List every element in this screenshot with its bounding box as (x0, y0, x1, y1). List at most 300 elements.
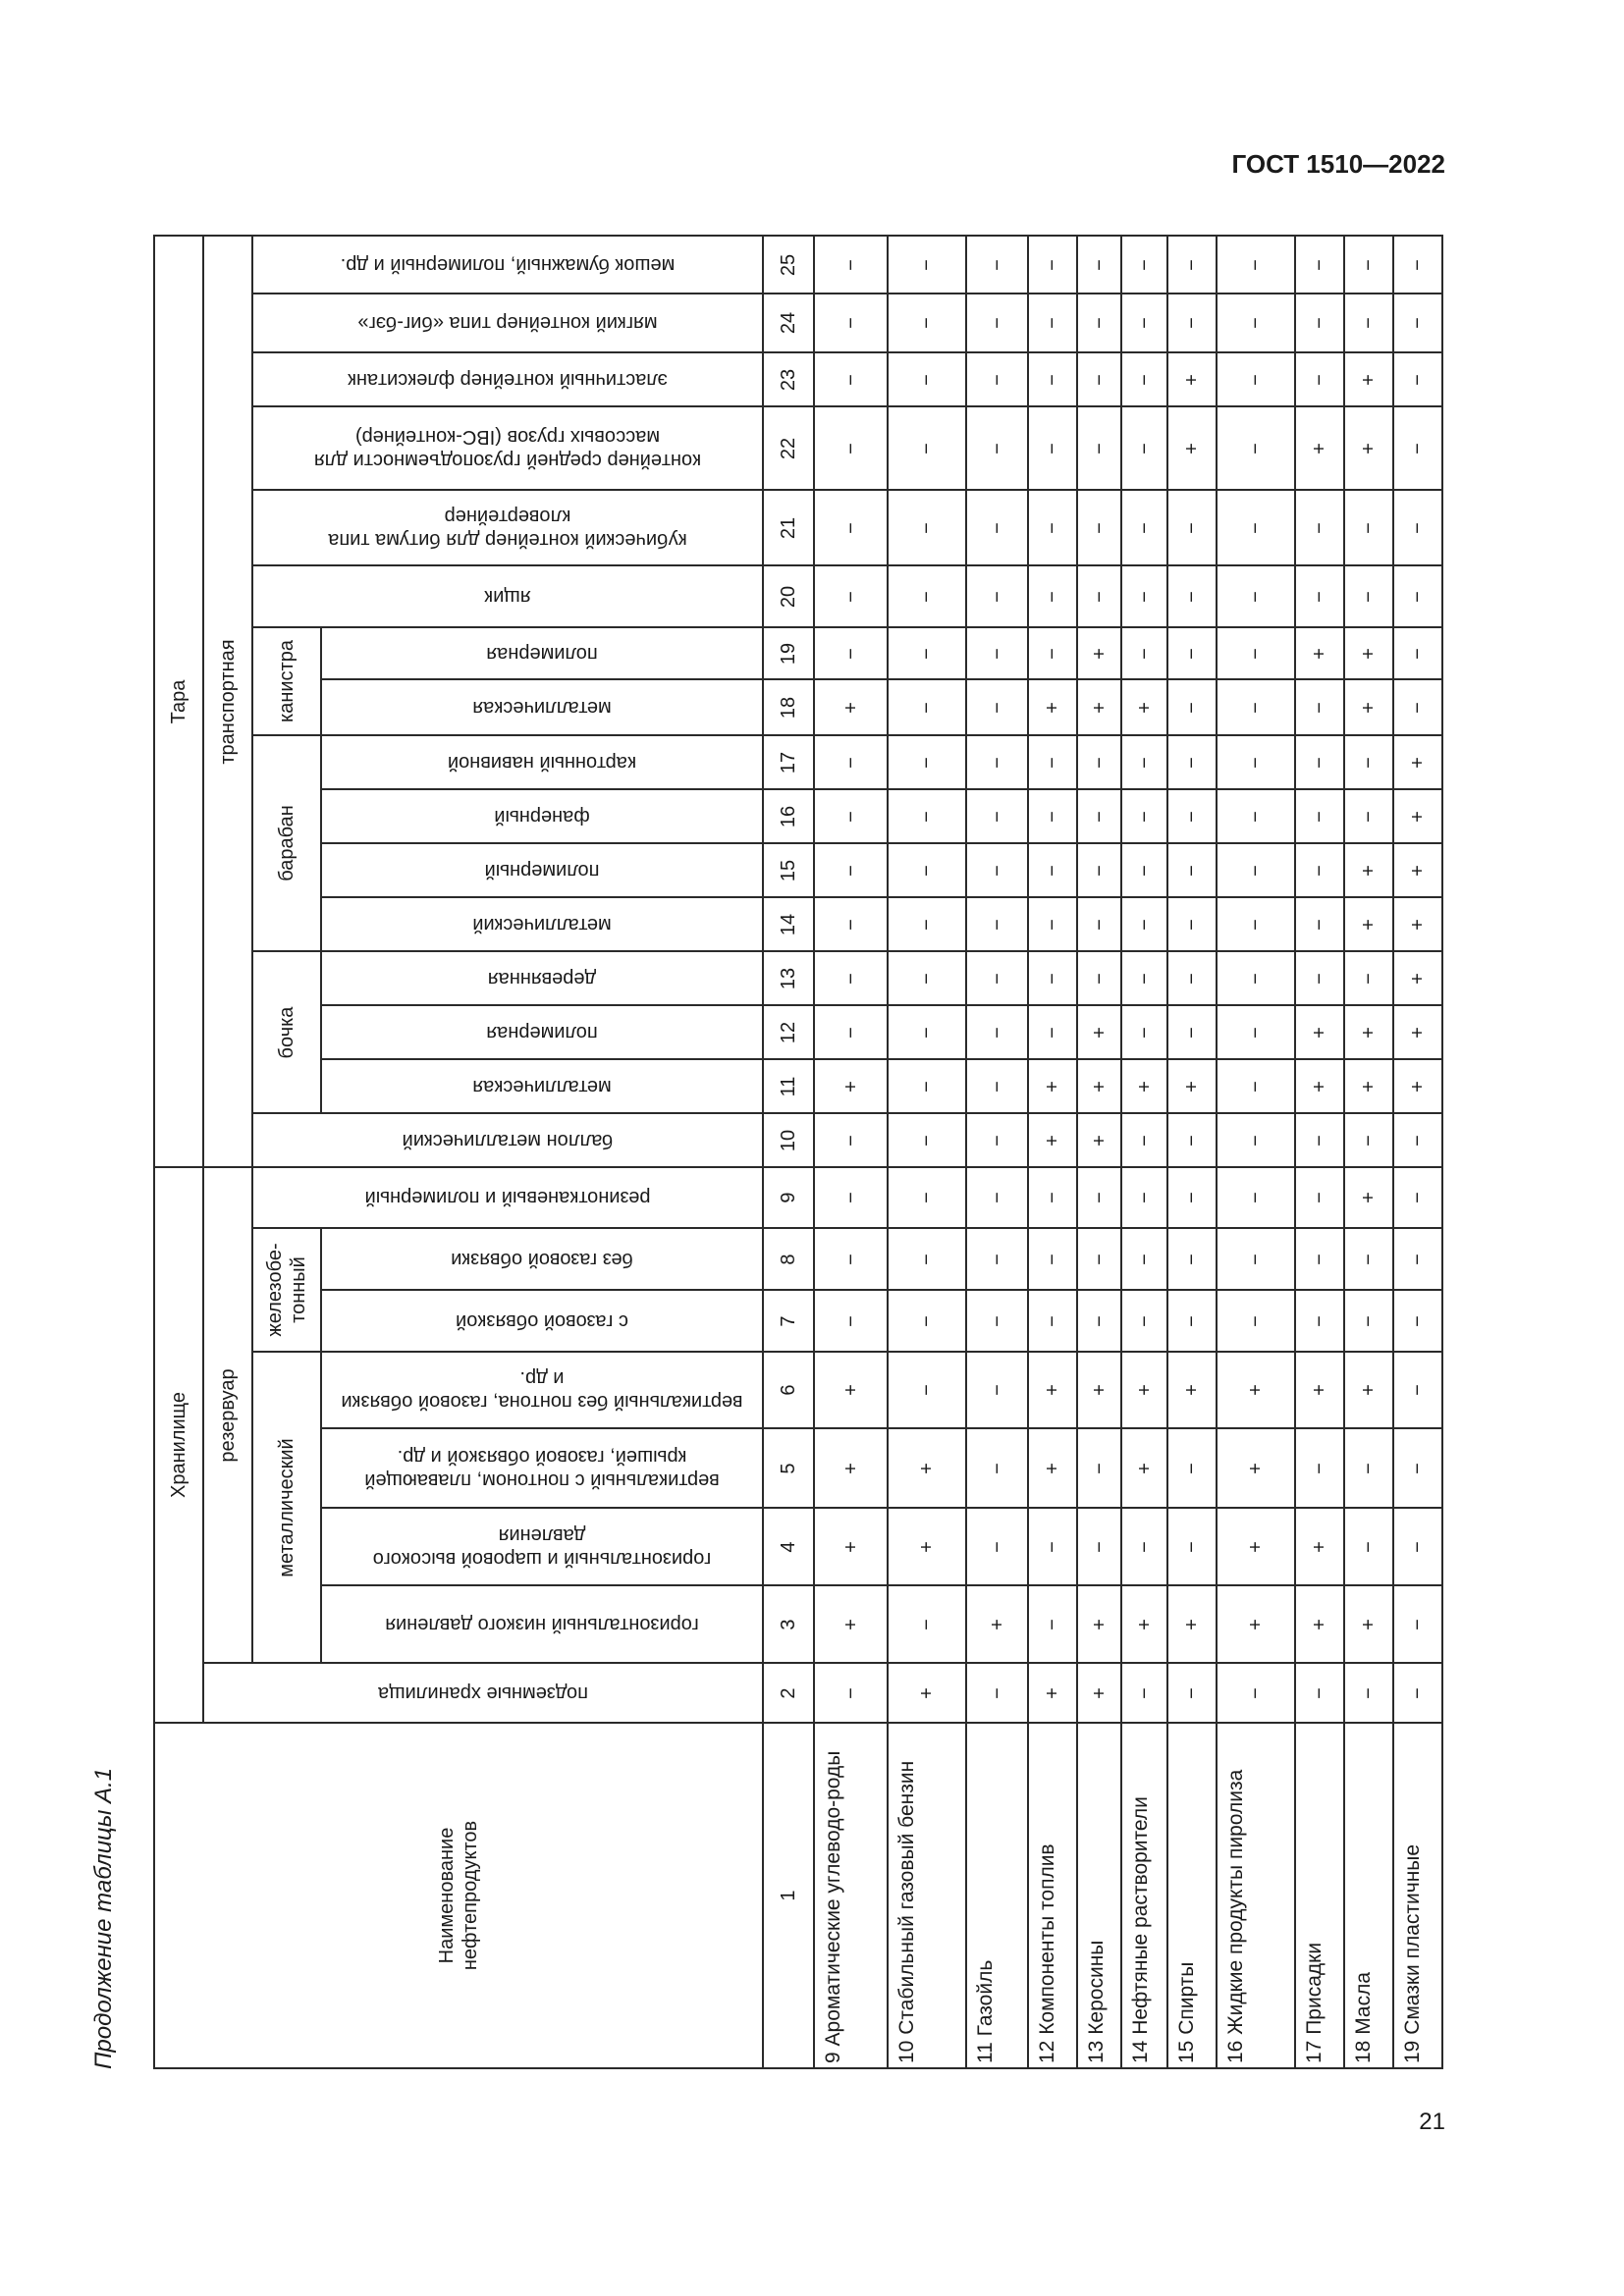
table-cell-text: − (1245, 1314, 1267, 1327)
table-cell (1122, 1168, 1168, 1229)
product-name-11-text: 11 Газойль (974, 1959, 997, 2063)
table-cell (967, 628, 1029, 680)
table-cell (1029, 844, 1078, 898)
column-header-2-text: подземные хранилища (378, 1682, 588, 1704)
column-number-20-text: 20 (778, 585, 799, 608)
column-header-13-text: деревянная (487, 967, 597, 989)
table-cell (815, 491, 889, 566)
table-cell-text: − (1358, 1253, 1380, 1265)
column-header-18 (322, 680, 764, 736)
table-cell (1345, 566, 1394, 628)
column-number-8-text: 8 (778, 1253, 799, 1265)
table-cell-text: − (1088, 258, 1110, 271)
column-number-14-text: 14 (778, 913, 799, 935)
table-cell (815, 1586, 889, 1664)
table-cell-text: − (1133, 1540, 1156, 1553)
table-cell (1122, 566, 1168, 628)
table-cell (967, 736, 1029, 790)
table-cell (889, 1006, 967, 1060)
column-number-13-text: 13 (778, 967, 799, 989)
table-cell-text: − (1245, 756, 1267, 769)
table-cell-text: − (1088, 442, 1110, 454)
product-name-9 (815, 1724, 889, 2069)
table-cell (1168, 844, 1218, 898)
table-cell-text: − (839, 1314, 862, 1327)
table-cell-text: + (1309, 1026, 1330, 1039)
table-cell-text: − (1309, 521, 1330, 534)
table-cell-text: − (1181, 1253, 1203, 1265)
table-cell (1168, 628, 1218, 680)
table-cell (815, 566, 889, 628)
table-cell-text: − (1042, 864, 1063, 877)
table-cell-text: − (1088, 521, 1110, 534)
table-cell-text: − (1088, 810, 1110, 823)
product-header-text: Наименование нефтепродуктов (436, 1820, 481, 1971)
table-cell (1345, 736, 1394, 790)
table-cell-text: − (916, 1080, 938, 1093)
table-cell (1078, 680, 1122, 736)
table-cell (815, 736, 889, 790)
table-cell (1296, 1664, 1345, 1724)
group-l1-1 (155, 237, 204, 1168)
table-cell (967, 237, 1029, 294)
column-header-14-text: металлический (472, 913, 612, 935)
table-cell (1296, 1291, 1345, 1353)
table-cell (1218, 628, 1296, 680)
column-number-17 (764, 736, 815, 790)
table-cell-text: − (1245, 590, 1267, 603)
table-cell-text: + (1181, 1384, 1203, 1396)
table-cell (1345, 898, 1394, 952)
table-cell-text: − (1133, 1134, 1156, 1147)
table-cell (1029, 1586, 1078, 1664)
table-cell-text: + (1042, 1384, 1063, 1396)
table-cell (1218, 1114, 1296, 1168)
table-cell (967, 1509, 1029, 1586)
table-cell (1078, 790, 1122, 844)
column-number-20 (764, 566, 815, 628)
table-cell-text: − (1407, 521, 1429, 534)
column-number-12-text: 12 (778, 1021, 799, 1043)
table-cell-text: − (1309, 1314, 1330, 1327)
table-cell-text: − (839, 647, 862, 660)
column-header-24-text: мягкий контейнер типа «биг-бэг» (357, 312, 658, 334)
table-cell-text: − (1181, 1026, 1203, 1039)
product-name-9-text: 9 Ароматические углеводо-роды (822, 1750, 844, 2063)
table-cell-text: − (986, 1134, 1008, 1147)
table-cell-text: − (1407, 1253, 1429, 1265)
table-cell-text: − (1181, 1134, 1203, 1147)
column-number-7-text: 7 (778, 1314, 799, 1327)
column-header-17-text: картонный навивной (447, 751, 637, 774)
product-name-18 (1345, 1724, 1394, 2069)
table-cell-text: − (1133, 864, 1156, 877)
product-name-16 (1218, 1724, 1296, 2069)
table-cell-text: − (1181, 1314, 1203, 1327)
table-cell (1078, 407, 1122, 491)
column-header-2 (204, 1664, 764, 1724)
table-cell (1078, 736, 1122, 790)
table-cell (1122, 1060, 1168, 1114)
table-cell (1345, 844, 1394, 898)
column-number-15-text: 15 (778, 859, 799, 881)
table-cell-text: + (1042, 701, 1063, 714)
table-cell (1029, 952, 1078, 1006)
table-cell-text: − (1245, 1253, 1267, 1265)
table-cell-text: − (1133, 1192, 1156, 1203)
table-cell (815, 1229, 889, 1291)
column-number-6-text: 6 (778, 1384, 799, 1396)
group-l2-1 (204, 237, 253, 1168)
table-cell-text: + (1088, 1080, 1110, 1093)
table-cell (1078, 1353, 1122, 1429)
table-cell (1296, 1006, 1345, 1060)
table-cell (1122, 790, 1168, 844)
column-header-10 (253, 1114, 764, 1168)
table-cell (889, 1060, 967, 1114)
column-header-15 (322, 844, 764, 898)
table-cell-text: + (1407, 1080, 1429, 1093)
standard-code: ГОСТ 1510—2022 (1231, 149, 1445, 179)
column-header-16-text: фанерный (494, 805, 590, 828)
table-cell (1394, 1060, 1443, 1114)
table-cell (1394, 736, 1443, 790)
table-cell (1345, 1006, 1394, 1060)
table-cell-text: − (1358, 972, 1380, 985)
table-cell-text: + (916, 1462, 938, 1474)
table-cell (1122, 1006, 1168, 1060)
table-cell-text: − (1133, 317, 1156, 329)
table-cell (1168, 491, 1218, 566)
table-cell-text: − (986, 590, 1008, 603)
table-cell-text: − (1309, 701, 1330, 714)
table-cell (1345, 1168, 1394, 1229)
table-cell (1029, 353, 1078, 407)
product-name-14 (1122, 1724, 1168, 2069)
table-cell-text: − (1245, 1686, 1267, 1699)
table-cell-text: − (1358, 810, 1380, 823)
table-cell (1394, 1429, 1443, 1509)
table-cell (1218, 1509, 1296, 1586)
column-header-22 (253, 407, 764, 491)
column-number-16 (764, 790, 815, 844)
table-cell-text: − (1407, 317, 1429, 329)
table-cell (1122, 353, 1168, 407)
table-cell-text: − (1042, 521, 1063, 534)
table-cell-text: − (1042, 972, 1063, 985)
table-cell (1029, 1429, 1078, 1509)
table-cell-text: − (839, 317, 862, 329)
table-cell (967, 353, 1029, 407)
table-cell (1296, 1060, 1345, 1114)
column-header-7 (322, 1291, 764, 1353)
table-cell (1218, 1586, 1296, 1664)
table-cell-text: − (986, 1080, 1008, 1093)
table-cell-text: + (1245, 1618, 1267, 1630)
table-cell-text: + (1181, 373, 1203, 386)
product-name-19-text: 19 Смазки пластичные (1401, 1843, 1424, 2063)
table-cell (1078, 1291, 1122, 1353)
table-cell-text: + (1407, 918, 1429, 931)
table-cell (889, 898, 967, 952)
table-cell-text: − (1088, 317, 1110, 329)
table-cell-text: − (1358, 1462, 1380, 1474)
column-number-8 (764, 1229, 815, 1291)
table-cell (815, 898, 889, 952)
table-cell-text: + (1358, 442, 1380, 454)
table-cell-text: − (1181, 701, 1203, 714)
table-cell (1345, 491, 1394, 566)
column-header-23-text: эластичный контейнер флекситанк (348, 368, 668, 391)
table-cell-text: + (839, 1080, 862, 1093)
table-cell (889, 237, 967, 294)
group-l3-1 (253, 1229, 322, 1353)
column-number-18 (764, 680, 815, 736)
column-number-23-text: 23 (778, 368, 799, 391)
table-cell (1168, 566, 1218, 628)
table-cell-text: + (1407, 864, 1429, 877)
column-number-12 (764, 1006, 815, 1060)
column-header-9-text: резинотканевый и полимерный (364, 1187, 651, 1208)
table-cell (967, 1353, 1029, 1429)
table-cell (1394, 353, 1443, 407)
table-cell-text: − (986, 258, 1008, 271)
table-cell-text: − (1407, 1540, 1429, 1553)
table-cell (1029, 1006, 1078, 1060)
table-cell (889, 844, 967, 898)
column-header-20 (253, 566, 764, 628)
table-cell-text: − (916, 918, 938, 931)
table-cell (1218, 1006, 1296, 1060)
table-cell (1345, 294, 1394, 353)
table-cell-text: − (1407, 701, 1429, 714)
table-cell-text: + (1358, 1618, 1380, 1630)
table-cell-text: − (986, 317, 1008, 329)
table-cell (1218, 680, 1296, 736)
table-cell-text: − (986, 1686, 1008, 1699)
table-cell (1168, 237, 1218, 294)
table-cell-text: − (1088, 1540, 1110, 1553)
table-cell-text: − (1133, 810, 1156, 823)
table-cell (889, 491, 967, 566)
table-cell-text: + (839, 1384, 862, 1396)
table-cell-text: − (1088, 918, 1110, 931)
column-header-12-text: полимерная (486, 1021, 598, 1043)
table-cell-text: + (1181, 442, 1203, 454)
table-cell (889, 1229, 967, 1291)
table-cell (889, 566, 967, 628)
group-l3-0-text: металлический (276, 1437, 298, 1577)
table-cell (1394, 1291, 1443, 1353)
table-cell (1078, 1114, 1122, 1168)
table-cell-text: − (1358, 756, 1380, 769)
table-cell-text: − (839, 1686, 862, 1699)
table-cell (1078, 237, 1122, 294)
column-header-22-text: контейнер средней грузоподъемности для массовых грузов (IBC-контейнер) (313, 425, 702, 471)
table-cell-text: + (1358, 918, 1380, 931)
table-cell (815, 628, 889, 680)
table-cell (1218, 790, 1296, 844)
product-name-14-text: 14 Нефтяные растворители (1129, 1796, 1152, 2063)
column-number-4 (764, 1509, 815, 1586)
table-cell-text: − (839, 442, 862, 454)
table-cell-text: − (1407, 590, 1429, 603)
table-cell (967, 790, 1029, 844)
table-cell (1029, 566, 1078, 628)
table-cell (1345, 407, 1394, 491)
table-cell-text: − (1133, 1026, 1156, 1039)
group-l3-3-text: барабан (276, 805, 298, 881)
table-cell-text: − (1181, 521, 1203, 534)
table-cell-text: − (1181, 756, 1203, 769)
table-cell-text: − (1088, 1314, 1110, 1327)
table-cell-text: − (1181, 810, 1203, 823)
table-cell-text: − (986, 1253, 1008, 1265)
product-name-12 (1029, 1724, 1078, 2069)
table-cell (1078, 566, 1122, 628)
table-cell-text: − (1407, 258, 1429, 271)
table-cell (1394, 1114, 1443, 1168)
column-header-20-text: ящик (484, 585, 531, 608)
table-cell-text: + (1042, 1134, 1063, 1147)
table-cell-text: − (986, 1026, 1008, 1039)
product-header (155, 1724, 764, 2069)
table-cell-text: + (1309, 647, 1330, 660)
table-cell (1345, 790, 1394, 844)
product-name-16-text: 16 Жидкие продукты пиролиза (1224, 1769, 1247, 2063)
table-cell (1029, 680, 1078, 736)
product-name-17-text: 17 Присадки (1303, 1942, 1326, 2063)
table-cell (889, 1429, 967, 1509)
table-cell (1029, 1060, 1078, 1114)
table-cell (815, 952, 889, 1006)
table-cell-text: − (986, 756, 1008, 769)
table-cell (1296, 790, 1345, 844)
table-cell (1168, 1060, 1218, 1114)
table-cell-text: + (1088, 1686, 1110, 1699)
table-cell-text: − (1309, 373, 1330, 386)
table-cell (1394, 1353, 1443, 1429)
table-cell-text: − (916, 1026, 938, 1039)
table-cell (1168, 1291, 1218, 1353)
table-cell (1218, 1353, 1296, 1429)
table-cell (1168, 1509, 1218, 1586)
table-cell-text: − (1042, 810, 1063, 823)
table-cell (815, 1353, 889, 1429)
table-cell (1394, 407, 1443, 491)
table-cell (1296, 680, 1345, 736)
column-number-24 (764, 294, 815, 353)
column-header-18-text: металлическая (472, 696, 612, 719)
table-cell (889, 407, 967, 491)
group-l3-2-text: бочка (276, 1006, 298, 1058)
table-cell (967, 1006, 1029, 1060)
table-cell (967, 844, 1029, 898)
column-number-25 (764, 237, 815, 294)
table-cell (1394, 680, 1443, 736)
table-cell-text: − (1309, 1134, 1330, 1147)
table-cell-text: + (1309, 1618, 1330, 1630)
table-cell-text: − (986, 647, 1008, 660)
table-cell-text: − (1042, 918, 1063, 931)
column-number-5 (764, 1429, 815, 1509)
table-cell-text: − (1181, 1462, 1203, 1474)
table-cell-text: − (1407, 373, 1429, 386)
table-cell (1394, 491, 1443, 566)
table-cell (1122, 1509, 1168, 1586)
table-cell-text: − (1042, 1314, 1063, 1327)
table-cell (1168, 790, 1218, 844)
table-cell (1394, 952, 1443, 1006)
table-cell (1122, 237, 1168, 294)
table-cell (815, 1429, 889, 1509)
table-cell (1122, 1229, 1168, 1291)
table-cell-text: − (1245, 1134, 1267, 1147)
column-number-18-text: 18 (778, 696, 799, 719)
table-cell-text: − (1245, 442, 1267, 454)
group-l2-1-text: транспортная (217, 638, 239, 765)
table-cell (1394, 898, 1443, 952)
column-header-6 (322, 1353, 764, 1429)
table-cell-text: − (1309, 918, 1330, 931)
group-l3-2 (253, 952, 322, 1114)
table-cell-text: − (1358, 258, 1380, 271)
table-cell-text: − (916, 1134, 938, 1147)
table-cell (1122, 1291, 1168, 1353)
group-l3-3 (253, 736, 322, 952)
table-cell (1296, 844, 1345, 898)
table-cell-text: − (839, 972, 862, 985)
column-header-7-text: с газовой обвязкой (456, 1309, 628, 1332)
table-cell (1296, 566, 1345, 628)
table-cell-text: − (839, 756, 862, 769)
table-cell-text: + (986, 1618, 1008, 1630)
table-cell-text: − (1133, 521, 1156, 534)
column-header-14 (322, 898, 764, 952)
table-cell-text: + (1245, 1384, 1267, 1396)
table-cell-text: − (839, 1134, 862, 1147)
column-header-5 (322, 1429, 764, 1509)
column-number-21-text: 21 (778, 516, 799, 539)
table-cell (815, 1114, 889, 1168)
table-cell-text: + (839, 1462, 862, 1474)
table-cell-text: − (1245, 918, 1267, 931)
table-cell (1168, 952, 1218, 1006)
table-cell-text: − (839, 1026, 862, 1039)
table-cell (1168, 1429, 1218, 1509)
table-cell (1168, 1664, 1218, 1724)
table-cell (1168, 1168, 1218, 1229)
column-number-22 (764, 407, 815, 491)
table-cell-text: + (839, 701, 862, 714)
table-cell (1394, 1586, 1443, 1664)
table-cell-text: + (839, 1618, 862, 1630)
column-header-11 (322, 1060, 764, 1114)
table-cell (967, 1060, 1029, 1114)
product-name-17 (1296, 1724, 1345, 2069)
table-cell-text: − (1358, 1540, 1380, 1553)
table-cell-text: + (1407, 810, 1429, 823)
product-name-11 (967, 1724, 1029, 2069)
table-cell-text: − (839, 258, 862, 271)
table-cell-text: − (1309, 1253, 1330, 1265)
table-cell-text: − (916, 1384, 938, 1396)
table-cell (1345, 1291, 1394, 1353)
table-cell-text: − (1309, 1686, 1330, 1699)
table-cell (815, 1509, 889, 1586)
table-cell-text: − (1088, 590, 1110, 603)
table-cell (1218, 952, 1296, 1006)
